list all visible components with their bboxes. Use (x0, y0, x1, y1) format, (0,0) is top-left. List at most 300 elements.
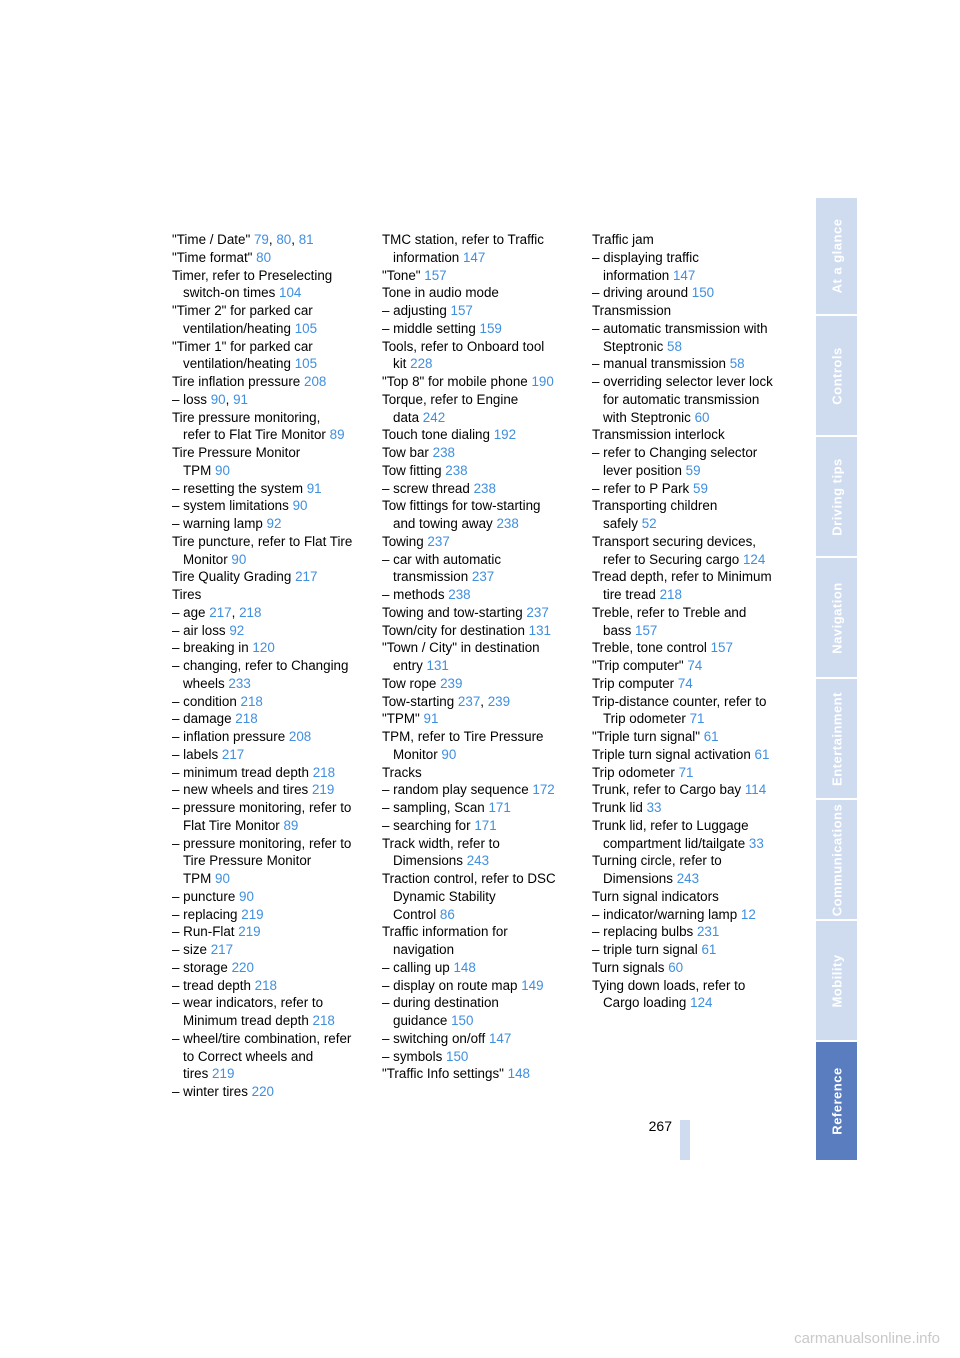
page-link[interactable]: 172 (532, 782, 555, 798)
page-link[interactable]: 157 (710, 640, 733, 656)
index-term: Traffic jam (592, 232, 654, 247)
index-term: – wear indicators, refer to Minimum tread depth (172, 995, 324, 1028)
page-link[interactable]: 131 (426, 658, 449, 673)
index-entry (382, 426, 582, 444)
index-term: – calling up (382, 959, 450, 975)
page-link[interactable]: 91 (233, 391, 248, 407)
index-term: Torque, refer to Engine data (382, 391, 519, 425)
page-link[interactable]: 243 (676, 871, 700, 886)
index-entry (592, 959, 792, 977)
index-entry (382, 267, 582, 285)
index-term: Tire Quality Grading (172, 569, 292, 585)
index-entry (382, 338, 582, 374)
page-link[interactable]: 89 (283, 817, 299, 833)
index-entry (592, 799, 792, 817)
index-term: – random play sequence (382, 782, 529, 798)
index-term: "Time / Date" (172, 232, 251, 247)
page-link[interactable]: 33 (748, 835, 764, 851)
index-term: – manual transmission (592, 356, 726, 372)
page-link[interactable]: 104 (279, 285, 302, 301)
index-entry (382, 533, 582, 551)
page-link[interactable]: 157 (635, 622, 658, 638)
page-link[interactable]: 238 (432, 445, 455, 460)
index-entry (592, 746, 792, 764)
tab-mobility[interactable] (816, 921, 857, 1040)
page-link[interactable]: 218 (254, 977, 277, 993)
page-link[interactable]: 52 (641, 516, 657, 531)
index-entry (172, 444, 372, 480)
index-term: Traffic information for navigation (382, 924, 508, 957)
page-link[interactable]: 71 (678, 764, 694, 780)
index-entry (382, 1048, 582, 1066)
index-entry (382, 391, 582, 427)
page-link[interactable]: 233 (228, 675, 251, 691)
page-link[interactable]: 131 (528, 622, 551, 638)
page-link[interactable]: 243 (466, 853, 490, 869)
tab-label: Controls (829, 346, 844, 405)
page-link[interactable]: 79 (253, 232, 269, 247)
index-entry (172, 373, 372, 391)
index-entry (382, 994, 582, 1030)
index-term: – car with automatic transmission (382, 551, 502, 585)
index-entry (592, 639, 792, 657)
index-term: "Timer 2" for parked car ventilation/heating (172, 303, 313, 336)
index-term: – middle setting (382, 320, 476, 336)
page-link[interactable]: 208 (288, 729, 312, 744)
index-term: Trip-distance counter, refer to Trip odometer (592, 693, 767, 727)
index-entry (382, 480, 582, 498)
index-entry (592, 302, 792, 320)
index-entry (172, 1083, 372, 1101)
page-link[interactable]: 239 (440, 675, 463, 691)
index-entry (592, 941, 792, 959)
index-entry (382, 817, 582, 835)
page-link[interactable]: 238 (473, 480, 496, 496)
index-entry (592, 764, 792, 782)
index-entry (172, 409, 372, 445)
index-entry (172, 568, 372, 586)
page-link[interactable]: 220 (231, 959, 254, 975)
page-link[interactable]: 238 (445, 462, 468, 478)
index-entry (592, 888, 792, 906)
index-entry (592, 693, 792, 729)
index-entry (172, 302, 372, 338)
page-link[interactable]: 90 (210, 391, 226, 407)
index-term: – display on route map (382, 977, 518, 993)
page-link[interactable]: 124 (690, 995, 713, 1011)
page-link[interactable]: 219 (238, 924, 261, 940)
page-link[interactable]: 217 (295, 569, 318, 585)
page-link[interactable]: 90 (239, 888, 254, 904)
index-entry (382, 284, 582, 302)
page-link[interactable]: 60 (694, 409, 710, 425)
index-entry (382, 302, 582, 320)
index-term: – replacing (172, 906, 238, 922)
index-term: – changing, refer to Changing wheels (172, 658, 349, 691)
index-term: – wheel/tire combination, refer to Correct wheels and tires (172, 1030, 352, 1082)
tab-entertainment[interactable] (816, 679, 857, 798)
index-term: – air loss (172, 622, 226, 638)
index-entry (172, 338, 372, 374)
page-link[interactable]: 217 (221, 746, 245, 762)
index-term: Treble, refer to Treble and bass (592, 604, 747, 638)
index-entry: "Time / Date" 79, 80, 81 (172, 232, 314, 247)
index-entry (382, 781, 582, 799)
index-entry (382, 497, 582, 533)
tab-reference[interactable] (816, 1042, 857, 1160)
index-entry (382, 977, 582, 995)
index-entry (172, 622, 372, 640)
index-entry (592, 728, 792, 746)
index-entry (172, 249, 372, 267)
page-link[interactable]: 218 (659, 587, 682, 602)
section-sidebar (816, 198, 857, 1160)
index-term: – replacing bulbs (592, 924, 694, 940)
index-term: – adjusting (382, 303, 447, 318)
index-term: – triple turn signal (592, 942, 698, 957)
page-link[interactable]: 150 (446, 1048, 469, 1064)
page-link[interactable]: 159 (479, 320, 502, 336)
index-term: Tracks (382, 764, 422, 780)
index-term: TMC station, refer to Traffic information (382, 232, 544, 265)
index-term: – during destination guidance (382, 995, 499, 1028)
index-term: – pressure monitoring, refer to Tire Pressure Monitor TPM (172, 835, 352, 886)
page-link[interactable]: 238 (496, 516, 519, 531)
index-term: – switching on/off (382, 1030, 486, 1046)
index-term: TPM, refer to Tire Pressure Monitor (382, 729, 544, 762)
page-link[interactable]: 90 (292, 498, 308, 514)
index-term: Transmission interlock (592, 427, 725, 443)
index-term: Timer, refer to Preselecting switch-on times (172, 267, 333, 301)
index-term: Transport securing devices, refer to Securing cargo (592, 533, 756, 567)
index-term: – searching for (382, 817, 471, 833)
page-marker (680, 1120, 690, 1160)
page-link[interactable]: 238 (448, 587, 471, 602)
page-link[interactable]: 92 (229, 622, 245, 638)
tab-label: Navigation (829, 581, 844, 654)
page-link[interactable]: 217 (210, 942, 234, 957)
page-link[interactable]: 33 (646, 800, 662, 815)
page-link[interactable]: 80 (256, 249, 272, 265)
page-link[interactable]: 171 (474, 817, 497, 833)
index-entry (172, 693, 372, 711)
page-link[interactable]: 217 (209, 604, 232, 620)
index-term: Track width, refer to Dimensions (382, 835, 500, 869)
index-entry (382, 959, 582, 977)
index-entry (592, 657, 792, 675)
page-link[interactable]: 239 (487, 693, 511, 709)
page-link[interactable]: 150 (691, 285, 715, 301)
page-link[interactable]: 157 (450, 303, 473, 318)
page-link[interactable]: 237 (471, 569, 495, 585)
index-entry (172, 533, 372, 569)
page-link[interactable]: 219 (212, 1066, 235, 1082)
index-term: Tire puncture, refer to Flat Tire Monitor (172, 533, 353, 567)
page-link[interactable]: 237 (526, 604, 549, 620)
index-entry (382, 1030, 582, 1048)
page-link[interactable]: 147 (672, 267, 696, 283)
index-entry (592, 320, 792, 356)
index-entry (172, 746, 372, 764)
page-link[interactable]: 90 (215, 462, 230, 478)
page-link[interactable]: 61 (703, 729, 719, 744)
index-term: Tire Pressure Monitor TPM (172, 445, 301, 478)
page-link[interactable]: 90 (231, 551, 247, 567)
index-term: Town/city for destination (382, 622, 525, 638)
index-term: – condition (172, 693, 237, 709)
index-entry (382, 1065, 582, 1083)
tab-label: Driving tips (829, 457, 844, 536)
index-term: Trunk, refer to Cargo bay (592, 782, 742, 798)
index-entry (592, 923, 792, 941)
index-term: – winter tires (172, 1084, 248, 1099)
index-term: "Town / City" in destination entry (382, 640, 540, 673)
index-term: Turning circle, refer to Dimensions (592, 853, 722, 886)
index-term: "Top 8" for mobile phone (382, 374, 528, 389)
page-link[interactable]: 91 (423, 711, 439, 727)
index-term: Tow rope (382, 675, 437, 691)
page-link[interactable]: 218 (239, 604, 262, 620)
watermark: carmanualsonline.info (794, 1330, 940, 1347)
index-term: – methods (382, 587, 445, 602)
page-link[interactable]: 90 (441, 746, 457, 762)
index-entry: Tow-starting 237, 239 (382, 693, 511, 709)
index-entry (172, 959, 372, 977)
page-link[interactable]: 86 (439, 906, 455, 922)
page-link[interactable]: 81 (298, 232, 314, 247)
page-link[interactable]: 148 (453, 959, 476, 975)
page-link[interactable]: 218 (240, 693, 263, 709)
index-entry (172, 977, 372, 995)
page-link[interactable]: 80 (276, 232, 292, 247)
index-entry (592, 568, 792, 604)
index-term: – refer to P Park (592, 480, 690, 496)
page-link[interactable]: 228 (410, 356, 433, 372)
index-term: – system limitations (172, 498, 289, 514)
page-link[interactable]: 124 (742, 551, 766, 567)
index-entry (382, 923, 582, 959)
index-term: Tow fitting (382, 462, 442, 478)
index-entry (592, 906, 792, 924)
index-entry (382, 764, 582, 782)
index-term: Tow-starting (382, 693, 455, 709)
page-link[interactable]: 59 (685, 462, 701, 478)
index-term: – overriding selector lever lock for automatic transmission with Steptronic (592, 374, 773, 425)
page-link[interactable]: 12 (740, 906, 756, 922)
index-term: – tread depth (172, 977, 251, 993)
index-term: "Time format" (172, 249, 253, 265)
index-entry (172, 888, 372, 906)
tab-label: Communications (829, 803, 844, 916)
index-entry (592, 497, 792, 533)
index-entry (382, 835, 582, 871)
page-link[interactable]: 61 (701, 942, 717, 957)
index-entry (172, 728, 372, 746)
index-term: "Trip computer" (592, 658, 684, 673)
index-entry (592, 373, 792, 426)
index-entry (172, 941, 372, 959)
tab-at-a-glance[interactable] (816, 198, 857, 314)
index-term: Tow bar (382, 445, 429, 460)
index-entry (172, 1030, 372, 1083)
page-link[interactable]: 59 (693, 480, 708, 496)
index-entry (592, 977, 792, 1013)
page-link[interactable]: 60 (668, 959, 684, 975)
page-link[interactable]: 61 (754, 746, 770, 762)
index-entry (592, 426, 792, 444)
page-link[interactable]: 147 (488, 1030, 512, 1046)
index-entry (172, 923, 372, 941)
index-entry (172, 480, 372, 498)
page-link[interactable]: 149 (521, 977, 544, 993)
page-link[interactable]: 231 (696, 924, 720, 940)
index-term: – labels (172, 746, 219, 762)
index-term: – driving around (592, 285, 689, 301)
index-entry (592, 231, 792, 249)
index-term: "TPM" (382, 711, 420, 727)
index-entry (592, 480, 792, 498)
index-entry (382, 622, 582, 640)
page-link[interactable]: 92 (266, 516, 282, 531)
index-column-3 (592, 231, 792, 1012)
index-term: Turn signal indicators (592, 888, 719, 904)
index-entry (592, 852, 792, 888)
index-term: Tools, refer to Onboard tool kit (382, 338, 545, 372)
index-entry (382, 462, 582, 480)
tab-communications[interactable] (816, 800, 857, 919)
index-entry (382, 373, 582, 391)
index-term: – storage (172, 959, 228, 975)
page-link[interactable]: 157 (424, 267, 447, 283)
index-term: – inflation pressure (172, 729, 286, 744)
index-term: – displaying traffic information (592, 249, 699, 283)
page-link[interactable]: 90 (215, 871, 230, 886)
index-term: – warning lamp (172, 516, 263, 531)
page-link[interactable]: 105 (294, 356, 318, 372)
page-link[interactable]: 91 (306, 480, 322, 496)
index-term: "Traffic Info settings" (382, 1066, 504, 1082)
page-link[interactable]: 74 (687, 658, 703, 673)
page-link[interactable]: 58 (729, 356, 745, 372)
tab-driving-tips[interactable] (816, 437, 857, 556)
index-term: "Triple turn signal" (592, 729, 700, 744)
tab-navigation[interactable] (816, 558, 857, 677)
index-entry: – loss 90, 91 (172, 391, 248, 407)
index-entry (592, 444, 792, 480)
index-term: – breaking in (172, 640, 249, 656)
tab-label: Entertainment (829, 691, 844, 786)
index-term: Touch tone dialing (382, 427, 490, 443)
index-term: Tow fittings for tow-starting and towing away (382, 498, 541, 531)
page-link[interactable]: 219 (241, 906, 264, 922)
page-link[interactable]: 89 (329, 427, 345, 443)
index-entry (382, 728, 582, 764)
index-column-2 (382, 231, 582, 1083)
page-link[interactable]: 219 (311, 782, 335, 798)
page-link[interactable]: 218 (312, 764, 336, 780)
index-entry (172, 906, 372, 924)
page-link[interactable]: 220 (251, 1084, 274, 1099)
index-term: – automatic transmission with Steptronic (592, 320, 768, 354)
index-term: – loss (172, 391, 207, 407)
index-entry (592, 781, 792, 799)
page-link[interactable]: 74 (677, 675, 693, 691)
index-entry (172, 710, 372, 728)
index-term: Transporting children safely (592, 498, 718, 531)
page-link[interactable]: 120 (252, 640, 275, 656)
index-entry (172, 799, 372, 835)
index-entry (382, 231, 582, 267)
index-entry (172, 515, 372, 533)
page-link[interactable]: 150 (451, 1013, 474, 1028)
index-term: – symbols (382, 1048, 443, 1064)
index-term: – sampling, Scan (382, 800, 485, 815)
index-term: Towing and tow-starting (382, 604, 523, 620)
page-number: 267 (648, 1118, 672, 1134)
index-term: Trip computer (592, 675, 675, 691)
index-entry (172, 657, 372, 693)
page-link[interactable]: 114 (744, 782, 767, 798)
index-term: – indicator/warning lamp (592, 906, 738, 922)
page-link[interactable]: 147 (462, 249, 486, 265)
index-term: – screw thread (382, 480, 470, 496)
index-entry (592, 355, 792, 373)
index-entry (382, 444, 582, 462)
tab-controls[interactable] (816, 316, 857, 435)
index-term: Turn signals (592, 959, 665, 975)
index-term: Triple turn signal activation (592, 746, 751, 762)
page-link[interactable]: 242 (422, 409, 446, 425)
index-entry (592, 533, 792, 569)
page-link[interactable]: 237 (457, 693, 481, 709)
page-link[interactable]: 58 (667, 338, 682, 354)
index-entry (172, 497, 372, 515)
index-term: Tire inflation pressure (172, 374, 301, 389)
index-entry (592, 604, 792, 640)
index-term: – resetting the system (172, 480, 303, 496)
index-term: "Timer 1" for parked car ventilation/heating (172, 338, 313, 372)
index-entry (172, 267, 372, 303)
page-link[interactable]: 237 (427, 533, 450, 549)
page-link[interactable]: 148 (507, 1066, 530, 1082)
page-link[interactable]: 171 (488, 800, 511, 815)
index-entry: – age 217, 218 (172, 604, 262, 620)
index-entry (382, 799, 582, 817)
index-term: Tread depth, refer to Minimum tire tread (592, 569, 772, 602)
page-link[interactable]: 190 (531, 374, 554, 389)
page-link[interactable]: 192 (493, 427, 517, 443)
index-term: "Tone" (382, 267, 421, 283)
index-term: Trunk lid (592, 800, 643, 815)
index-entry (172, 639, 372, 657)
index-entry (172, 835, 372, 888)
page-link[interactable]: 208 (304, 374, 327, 389)
index-term: – damage (172, 711, 232, 727)
index-entry (592, 249, 792, 285)
page-link[interactable]: 218 (312, 1013, 335, 1028)
index-term: Trip odometer (592, 764, 675, 780)
index-term: – age (172, 604, 206, 620)
index-entry (382, 320, 582, 338)
page-link[interactable]: 105 (294, 320, 318, 336)
index-term: – pressure monitoring, refer to Flat Tire Monitor (172, 800, 352, 833)
index-term: Towing (382, 533, 424, 549)
index-term: Tone in audio mode (382, 285, 499, 301)
page-link[interactable]: 218 (235, 711, 258, 727)
index-term: – puncture (172, 888, 236, 904)
index-term: Trunk lid, refer to Luggage compartment lid/tailgate (592, 817, 749, 851)
page-link[interactable]: 71 (689, 711, 705, 727)
